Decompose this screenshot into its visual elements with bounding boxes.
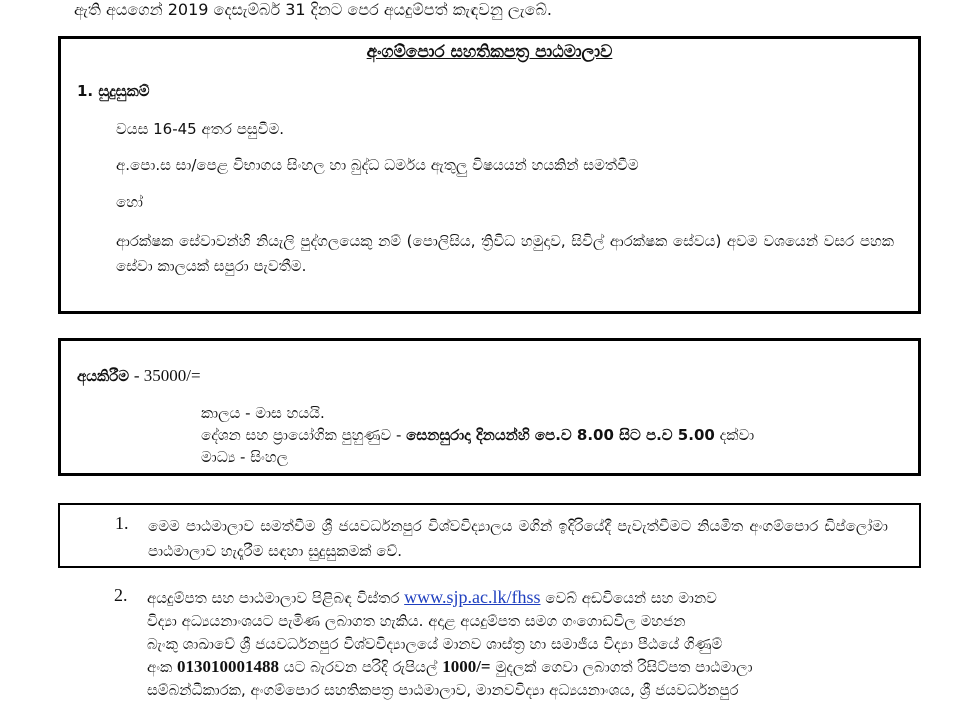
note-number: 1. (115, 513, 129, 533)
item-2-text-d: මුදලක් ගෙවා ලබාගත් රිසිට්පත පාඨමාලා (495, 658, 753, 676)
fee-label: අයකිරීම (77, 367, 130, 385)
note-text: මෙම පාඨමාලාව සමත්වීම ශ්‍රී ජයවර්ධනපුර විශ්වවිද්‍යාලය මගින් ඉදිරියේදී පැවැත්වීමට නියමිත අංගම්පොර ඩිප්ලෝමා පාඨමාලාව හැදෑරීම සඳහා සුදුසුකමක් වේ. (148, 517, 888, 560)
item-2-number: 2. (114, 585, 128, 605)
item-2-line-1 (147, 586, 717, 609)
qualifications-box (58, 36, 921, 314)
item-2-line-3: බැංකු ශාඛාවේ ශ්‍රී ජයවර්ධනපුර විශ්වවිද්‍යාලයේ මානව ශාස්ත්‍ර හා සමාජීය විද්‍යා පීඨයේ ගිණුම් (147, 635, 723, 653)
item-2-line-4 (147, 656, 753, 678)
schedule-suffix: දක්වා (719, 426, 755, 444)
payment-amount: 1000/= (442, 657, 491, 676)
service-requirement: ආරක්ෂක සේවාවන්හි නියැලි පුද්ගලයෙකු නම් (පොලිසිය, ත්‍රිවිධ හමුදාව, සිවිල් ආරක්ෂක සේවය) අවම වශයෙන් වසර පහක සේවා කාලයක් සපුරා පැවතීම. (116, 232, 894, 275)
fee-line (77, 366, 201, 386)
item-2-line-2: විද්‍යා අධ්‍යයනාංශයට පැමිණ ලබාගත හැකිය. අදාළ අයදුම්පත සමග ගංගොඩවිල මහජන (147, 612, 686, 630)
schedule-time: සෙනසුරාදා දිනයන්හි පෙ.ව 8.00 සිට ප.ව 5.00 (406, 426, 715, 444)
fee-value: - 35000/= (133, 366, 201, 385)
note-box (58, 503, 921, 568)
course-title: අංගම්පොර සහතිකපත්‍ර පාඨමාලාව (366, 42, 613, 62)
item-2-text-b: වෙබ් අඩවියෙන් සහ මානව (545, 589, 717, 607)
medium-line: මාධ්‍ය - සිංහල (201, 448, 289, 466)
qualifications-heading: 1. සුදුසුකම් (77, 82, 150, 100)
schedule-line (201, 425, 754, 445)
duration-line: කාලය - මාස හයයි. (201, 404, 325, 422)
or-text: හෝ (116, 193, 143, 211)
item-2-line-5: සම්බන්ධීකාරක, අංගම්පොර සහතිකපත්‍ර පාඨමාලාව, මානවවිද්‍යා අධ්‍යයනාංශය, ශ්‍රී ජයවර්ධනපුර (147, 681, 739, 699)
item-2-text-a: අයදුම්පත සහ පාඨමාලාව පිළිබඳ විස්තර (147, 589, 400, 607)
website-link[interactable]: www.sjp.ac.lk/fhss (404, 587, 541, 607)
intro-line: ඇති අයගෙන් 2019 දෙසැම්බර් 31 දිනට පෙර අයදුම්පත් කැඳවනු ලැබේ. (74, 0, 552, 19)
fee-box (58, 338, 921, 476)
exam-requirement: අ.පො.ස සා/පෙළ විභාගය සිංහල හා බුද්ධ ධර්මය ඇතුලු විෂයයන් හයකින් සමත්වීම (116, 156, 639, 174)
item-2-text-c: යට බැරවන පරිදි රුපියල් (283, 658, 438, 676)
account-label: අංක (147, 658, 173, 676)
age-requirement: වයස 16-45 අතර පසුවීම. (116, 120, 285, 138)
schedule-prefix: දේශන සහ ප්‍රායෝගික පුහුණුව - (201, 426, 402, 444)
account-number: 013010001488 (177, 657, 280, 676)
